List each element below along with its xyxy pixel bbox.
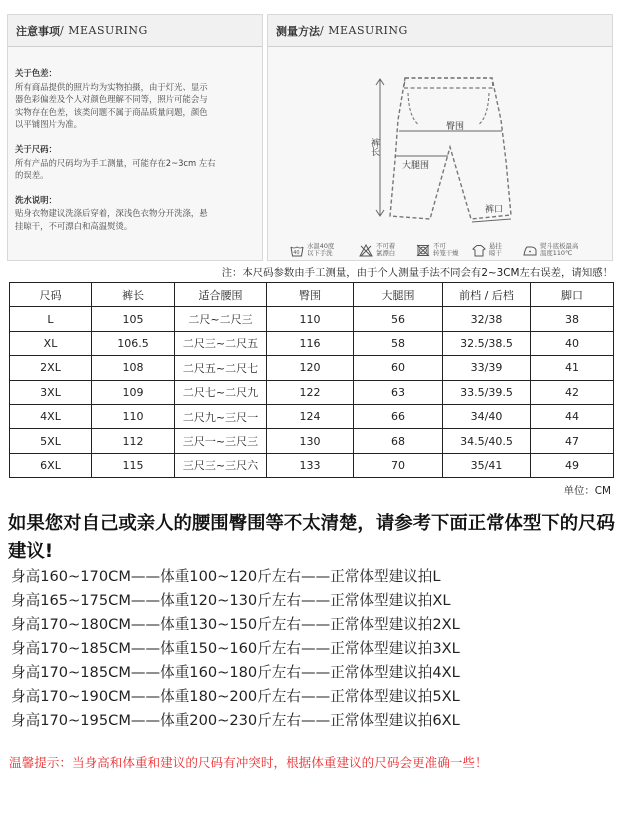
hip-label: 臀围 xyxy=(446,122,465,132)
table-cell: 63 xyxy=(354,380,443,404)
table-cell: XL xyxy=(10,331,92,355)
table-cell: 70 xyxy=(354,453,443,477)
table-cell: 33/39 xyxy=(443,356,531,380)
care-item-bleach xyxy=(359,243,395,258)
table-cell: 二尺五~二尺七 xyxy=(175,356,267,380)
advice-line: 身高170~195CM——体重200~230斤左右——正常体型建议拍6XL xyxy=(11,712,460,729)
table-cell: 32/38 xyxy=(443,307,531,331)
svg-text:40: 40 xyxy=(293,249,300,256)
hem-line xyxy=(472,219,511,222)
table-cell: 二尺七~二尺九 xyxy=(175,380,267,404)
table-cell: 3XL xyxy=(10,380,92,404)
table-cell: 6XL xyxy=(10,453,92,477)
header-thigh: 大腿围 xyxy=(354,283,443,307)
table-cell: 60 xyxy=(354,356,443,380)
table-cell: 116 xyxy=(267,331,354,355)
table-header-row xyxy=(10,283,614,307)
table-cell: 5XL xyxy=(10,429,92,453)
header-hem: 脚口 xyxy=(531,283,614,307)
table-cell: 34.5/40.5 xyxy=(443,429,531,453)
care-bleach-text-1: 不可着 xyxy=(376,242,396,250)
care-item-hang xyxy=(472,243,502,258)
table-cell: 二尺三~二尺五 xyxy=(175,331,267,355)
table-cell: 35/41 xyxy=(443,453,531,477)
care-item-wash xyxy=(290,243,334,258)
header-size: 尺码 xyxy=(10,283,92,307)
warm-tip: 温馨提示：当身高和体重和建议的尺码有冲突时，根据体重建议的尺码会更准确一些！ xyxy=(9,755,488,770)
table-cell: 133 xyxy=(267,453,354,477)
color-diff-heading: 关于色差： xyxy=(15,68,57,78)
notice-sections xyxy=(8,47,262,233)
thigh-label: 大腿围 xyxy=(402,161,430,171)
hang-dry-icon xyxy=(472,244,486,257)
table-cell: 40 xyxy=(531,331,614,355)
table-cell: 130 xyxy=(267,429,354,453)
table-cell: 32.5/38.5 xyxy=(443,331,531,355)
table-cell: 105 xyxy=(92,307,175,331)
table-cell: 120 xyxy=(267,356,354,380)
table-cell: 58 xyxy=(354,331,443,355)
unit-label: 单位：CM xyxy=(563,485,611,497)
care-hang-text-2: 晾干 xyxy=(489,249,502,258)
notice-panel xyxy=(7,14,263,261)
table-row xyxy=(10,356,614,380)
table-cell: 44 xyxy=(531,404,614,428)
care-wash-text-2: 以下手洗 xyxy=(307,249,333,258)
advice-title: 如果您对自己或亲人的腰围臀围等不太清楚，请参考下面正常体型下的尺码建议! xyxy=(8,513,615,562)
no-bleach-icon xyxy=(359,244,373,257)
table-cell: 106.5 xyxy=(92,331,175,355)
table-cell: 二尺九~三尺一 xyxy=(175,404,267,428)
care-item-iron xyxy=(523,243,578,258)
advice-line: 身高170~190CM——体重180~200斤左右——正常体型建议拍5XL xyxy=(11,688,460,705)
table-cell: 34/40 xyxy=(443,404,531,428)
table-cell: 49 xyxy=(531,453,614,477)
wash-text: 贴身衣物建议洗涤后穿着，深浅色衣物分开洗涤，悬 挂晾干，不可漂白和高温熨烫。 xyxy=(15,208,208,231)
table-cell: 109 xyxy=(92,380,175,404)
table-cell: 41 xyxy=(531,356,614,380)
table-cell: 42 xyxy=(531,380,614,404)
table-cell: 108 xyxy=(92,356,175,380)
no-tumble-dry-icon xyxy=(416,244,430,257)
table-cell: 38 xyxy=(531,307,614,331)
header-hip: 臀围 xyxy=(267,283,354,307)
table-row xyxy=(10,331,614,355)
header-waist: 适合腰围 xyxy=(175,283,267,307)
care-wash-text-1: 水温40度 xyxy=(307,242,335,250)
advice-line: 身高170~185CM——体重160~180斤左右——正常体型建议拍4XL xyxy=(11,664,460,681)
table-cell: L xyxy=(10,307,92,331)
table-cell: 三尺一~三尺三 xyxy=(175,429,267,453)
table-cell: 56 xyxy=(354,307,443,331)
care-item-dry xyxy=(416,243,459,258)
size-table xyxy=(9,282,614,478)
advice-line: 身高170~185CM——体重150~160斤左右——正常体型建议拍3XL xyxy=(11,640,460,657)
shorts-diagram xyxy=(268,48,612,243)
table-cell: 4XL xyxy=(10,404,92,428)
care-iron-text-1: 熨斗底板最高 xyxy=(540,242,579,250)
measure-title-en: / MEASURING xyxy=(320,24,408,37)
size-table-body xyxy=(10,307,614,478)
table-cell: 二尺~二尺三 xyxy=(175,307,267,331)
advice-line: 身高160~170CM——体重100~120斤左右——正常体型建议拍L xyxy=(11,568,441,585)
notice-panel-header xyxy=(8,15,262,47)
size-note: 注：本尺码参数由手工测量，由于个人测量手法不同会有2~3CM左右误差，请知感！ xyxy=(221,267,613,279)
care-hang-text-1: 悬挂 xyxy=(489,242,502,250)
table-row xyxy=(10,307,614,331)
table-cell: 110 xyxy=(267,307,354,331)
table-cell: 三尺三~三尺六 xyxy=(175,453,267,477)
table-cell: 66 xyxy=(354,404,443,428)
table-row xyxy=(10,453,614,477)
table-cell: 33.5/39.5 xyxy=(443,380,531,404)
advice-line: 身高165~175CM——体重120~130斤左右——正常体型建议拍XL xyxy=(11,592,451,609)
header-rise: 前档 / 后档 xyxy=(443,283,531,307)
table-cell: 47 xyxy=(531,429,614,453)
measure-panel-header xyxy=(268,15,612,47)
table-cell: 110 xyxy=(92,404,175,428)
care-dry-text-1: 不可 xyxy=(433,242,446,250)
measure-panel xyxy=(267,14,613,261)
care-icons xyxy=(268,241,612,261)
length-label: 裤长 xyxy=(369,138,379,156)
iron-low-icon xyxy=(523,244,537,257)
measure-title-zh: 测量方法 xyxy=(276,24,320,38)
notice-title-zh: 注意事项 xyxy=(16,24,60,38)
care-dry-text-2: 转笼干燥 xyxy=(433,249,459,258)
header-length: 裤长 xyxy=(92,283,175,307)
advice-line: 身高170~180CM——体重130~150斤左右——正常体型建议拍2XL xyxy=(11,616,460,633)
wash-heading: 洗水说明： xyxy=(15,194,57,205)
table-row xyxy=(10,380,614,404)
notice-title-en: / MEASURING xyxy=(60,24,148,37)
care-bleach-text-2: 氯漂白 xyxy=(376,249,396,258)
table-cell: 2XL xyxy=(10,356,92,380)
table-row xyxy=(10,404,614,428)
table-cell: 68 xyxy=(354,429,443,453)
advice-list xyxy=(11,565,460,733)
size-info-text: 所有产品的尺码均为手工测量，可能存在2~3cm 左右 的误差。 xyxy=(15,157,216,181)
color-diff-text: 所有商品提供的照片均为实物拍摄，由于灯光、显示 器色彩偏差及个人对颜色理解不同等，照片可能会与 实物存在色差，该类问题不属于商品质量问题，颜色 以平铺图片为准。 xyxy=(15,81,208,130)
size-info-heading: 关于尺码： xyxy=(15,143,57,154)
care-iron-text-2: 温度110℃ xyxy=(540,249,573,258)
hem-label: 裤口 xyxy=(485,205,504,215)
wash-40-icon xyxy=(290,244,304,257)
table-cell: 112 xyxy=(92,429,175,453)
table-cell: 122 xyxy=(267,380,354,404)
table-row xyxy=(10,429,614,453)
table-cell: 115 xyxy=(92,453,175,477)
table-cell: 124 xyxy=(267,404,354,428)
